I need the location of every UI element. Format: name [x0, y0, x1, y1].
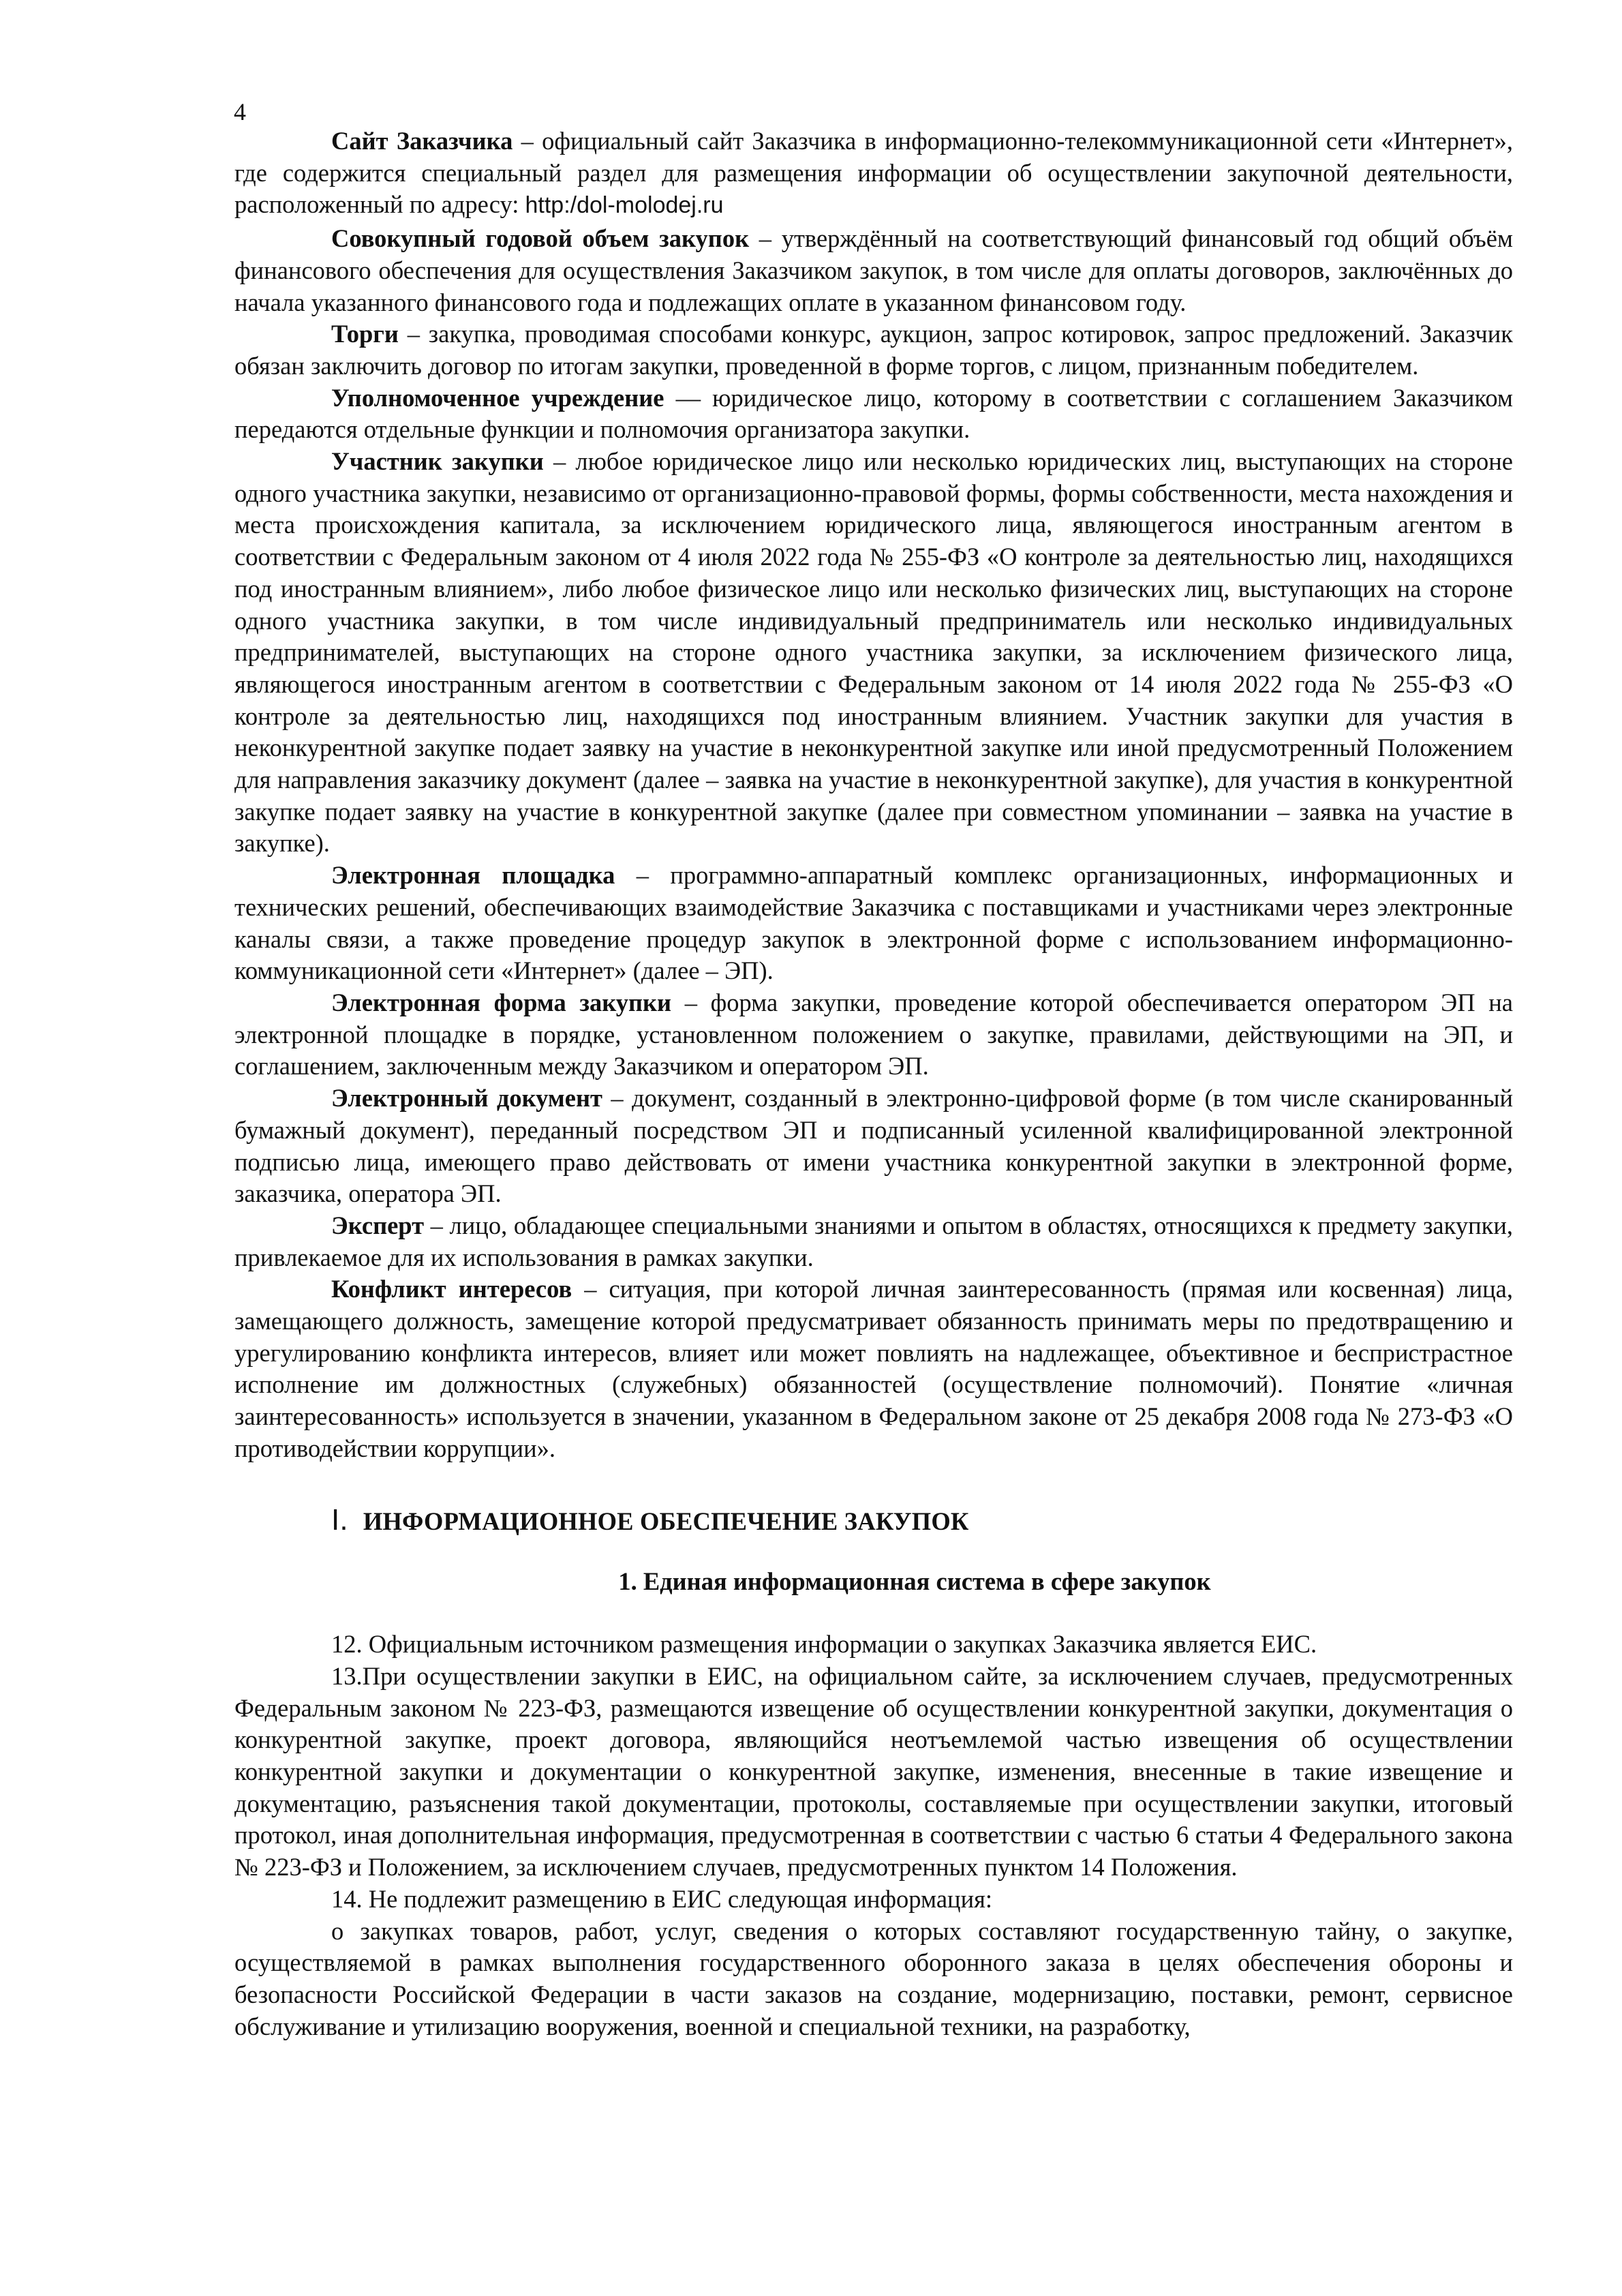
definition-text: – лицо, обладающее специальными знаниями и опытом в областях, относящихся к предмету закупки, привлекаемое для их использования в рамках закупки.: [234, 1211, 1513, 1271]
definition-site: [234, 125, 1513, 222]
site-url-link[interactable]: http:/dol-molodej.ru: [525, 192, 724, 219]
definition-text: – программно-аппаратный комплекс организационных, информационных и технических решений, обеспечивающих взаимодействие Заказчика с поставщиками и участниками через электронные каналы связи, а также проведение процедур закупок в электронной форме с использованием информационно-коммуникационной сети «Интернет» (далее – ЭП).: [234, 861, 1513, 985]
page-number: 4: [234, 98, 246, 125]
definition-authorized-institution: [234, 382, 1513, 446]
definition-text: – ситуация, при которой личная заинтересованность (прямая или косвенная) лица, замещающего должность, замещение которой предусматривает обязанность принимать меры по предотвращению и урегулированию конфликта интересов, влияет или может повлиять на надлежащее, объективное и беспристрастное исполнение им должностных (служебных) обязанностей (осуществление полномочий). Понятие «личная заинтересованность» используется в значении, указанном в Федеральном законе от 25 декабря 2008 года № 273-ФЗ «О противодействии коррупции».: [234, 1275, 1513, 1462]
definition-term: Сайт Заказчика: [331, 127, 513, 155]
section-heading: [234, 1503, 1513, 1539]
definition-annual-volume: [234, 223, 1513, 318]
definition-participant: [234, 446, 1513, 860]
definition-term: Электронная форма закупки: [331, 988, 672, 1016]
definition-text: – любое юридическое лицо или несколько юридических лиц, выступающих на стороне одного участника закупки, независимо от организационно-правовой формы, формы собственности, места нахождения и места происхождения капитала, за исключением юридического лица, являющегося иностранным агентом в соответствии с Федеральным законом от 4 июля 2022 года № 255-ФЗ «О контроле за деятельностью лиц, находящихся под иностранным влиянием», либо любое физическое лицо или несколько физических лиц, выступающих на стороне одного участника закупки, в том числе индивидуальный предприниматель или несколько индивидуальных предпринимателей, выступающих на стороне одного участника закупки, за исключением физического лица, являющегося иностранным агентом в соответствии с Федеральным законом от 14 июля 2022 года № 255-ФЗ «О контроле за деятельностью лиц, находящихся под иностранным влиянием. Участник закупки для участия в неконкурентной закупке подает заявку на участие в неконкурентной закупке или иной предусмотренный Положением для направления заказчику документ (далее – заявка на участие в неконкурентной закупке), для участия в конкурентной закупке подает заявку на участие в конкурентной закупке (далее при совместном упоминании – заявка на участие в закупке).: [234, 447, 1513, 858]
definition-term: Участник закупки: [331, 447, 544, 476]
section-title: ИНФОРМАЦИОННОЕ ОБЕСПЕЧЕНИЕ ЗАКУПОК: [363, 1507, 969, 1535]
document-body: [234, 125, 1513, 2042]
definition-text: — юридическое лицо, которому в соответствии с соглашением Заказчиком передаются отдельные функции и полномочия организатора закупки.: [234, 383, 1513, 444]
definition-term: Эксперт: [331, 1211, 425, 1239]
paragraph-12: 12. Официальным источником размещения информации о закупках Заказчика является ЕИС.: [331, 1630, 1317, 1659]
definition-text: – форма закупки, проведение которой обеспечивается оператором ЭП на электронной площадке в порядке, установленном положением о закупке, правилами, действующими на ЭП, и соглашением, заключенным между Заказчиком и оператором ЭП.: [234, 988, 1513, 1081]
definition-expert: [234, 1210, 1513, 1273]
definition-term: Уполномоченное учреждение: [331, 383, 664, 412]
definition-electronic-document: [234, 1083, 1513, 1210]
definition-electronic-form: [234, 987, 1513, 1083]
definition-term: Конфликт интересов: [331, 1275, 572, 1303]
definition-text: – утверждённый на соответствующий финансовый год общий объём финансового обеспечения для осуществления Заказчиком закупок, в том числе для оплаты договоров, заключённых до начала указанного финансового года и подлежащих оплате в указанном финансовом году.: [234, 224, 1513, 316]
section-numeral: I.: [331, 1502, 348, 1537]
paragraph-14: 14. Не подлежит размещению в ЕИС следующая информация:: [331, 1884, 993, 1913]
definition-electronic-platform: [234, 860, 1513, 987]
paragraph-14-item: о закупках товаров, работ, услуг, сведения о которых составляют государственную тайну, о закупке, осуществляемой в рамках выполнения государственного оборонного заказа в целях обеспечения обороны и безопасности Российской Федерации в части заказов на создание, модернизацию, поставки, ремонт, сервисное обслуживание и утилизацию вооружения, военной и специальной техники, на разработку,: [234, 1916, 1513, 2040]
definition-term: Электронный документ: [331, 1084, 602, 1113]
definition-auctions: [234, 318, 1513, 382]
definition-text: – документ, созданный в электронно-цифровой форме (в том числе сканированный бумажный документ), переданный посредством ЭП и подписанный усиленной квалифицированной электронной подписью лица, имеющего право действовать от имени участника конкурентной закупки в электронной форме, заказчика, оператора ЭП.: [234, 1084, 1514, 1208]
definition-term: Торги: [331, 320, 399, 348]
definition-text: – закупка, проводимая способами конкурс, аукцион, запрос котировок, запрос предложений. Заказчик обязан заключить договор по итогам закупки, проведенной в форме торгов, с лицом, признанным победителем.: [234, 320, 1513, 380]
definition-term: Электронная площадка: [331, 861, 615, 890]
paragraph-13: 13.При осуществлении закупки в ЕИС, на официальном сайте, за исключением случаев, предусмотренных Федеральным законом № 223-ФЗ, размещаются извещение об осуществлении конкурентной закупки, документация о конкурентной закупке, проект договора, являющийся неотъемлемой частью извещения об осуществлении конкурентной закупки и документации о конкурентной закупке, изменения, внесенные в такие извещение и документацию, разъяснения такой документации, протоколы, составляемые при осуществлении закупки, итоговый протокол, иная дополнительная информация, предусмотренная в соответствии с частью 6 статьи 4 Федерального закона № 223-ФЗ и Положением, за исключением случаев, предусмотренных пунктом 14 Положения.: [234, 1661, 1513, 1882]
definition-conflict-of-interest: [234, 1273, 1513, 1464]
definition-term: Совокупный годовой объем закупок: [331, 224, 750, 253]
definition-text: – официальный сайт Заказчика в информационно-телекоммуникационной сети «Интернет», где содержится специальный раздел для размещения информации об осуществлении закупочной деятельности, расположенный по адресу:: [234, 127, 1514, 219]
subsection-heading: 1. Единая информационная система в сфере закупок: [618, 1567, 1211, 1595]
